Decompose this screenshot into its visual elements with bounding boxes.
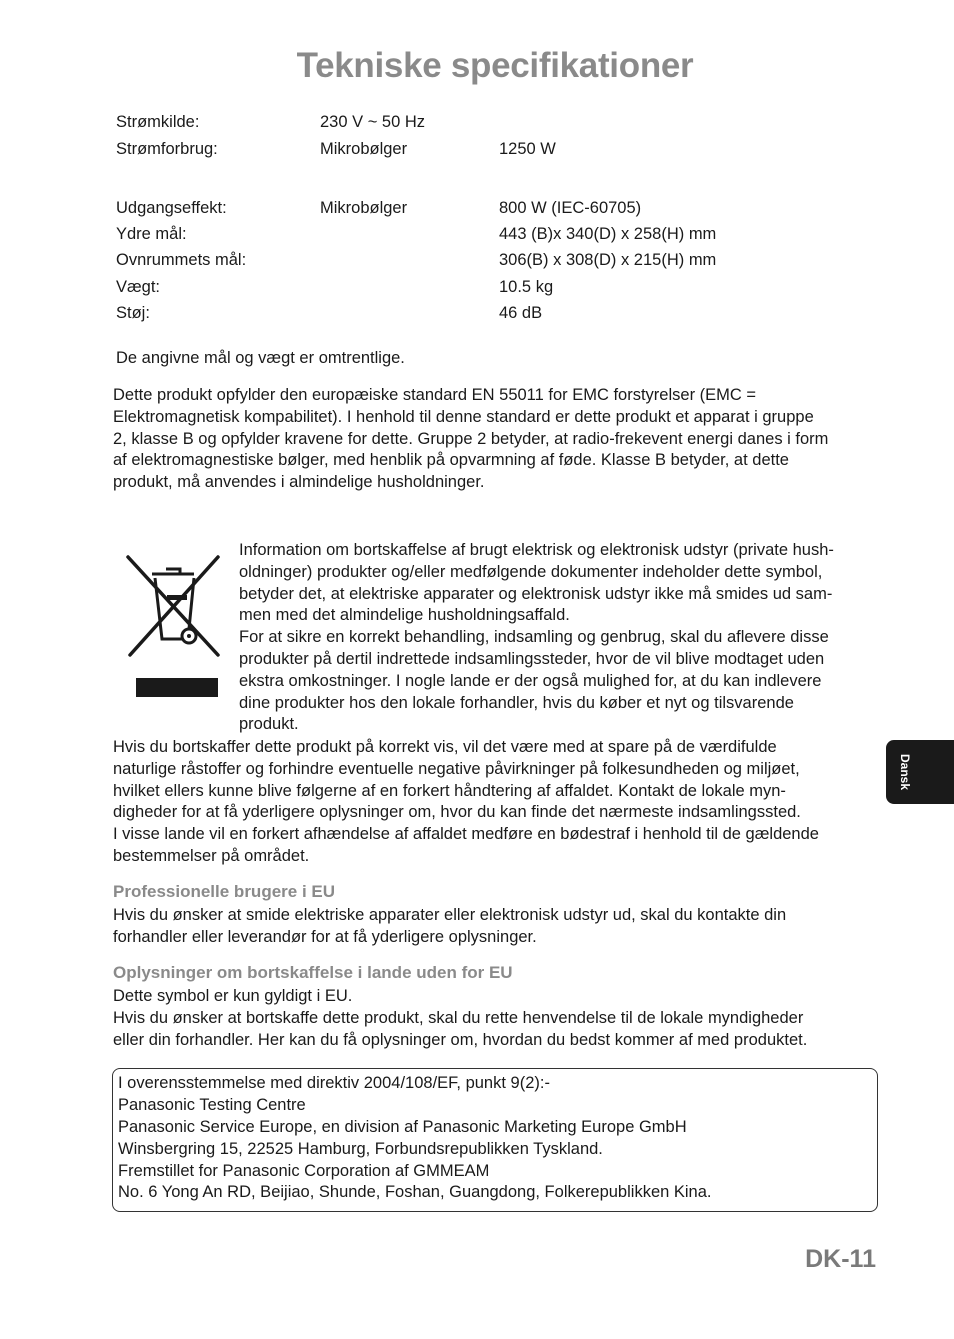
spec-value: 443 (B)x 340(D) x 258(H) mm	[499, 225, 717, 243]
spec-type: Mikrobølger	[320, 199, 408, 217]
text-line: Dette symbol er kun gyldigt i EU.	[113, 987, 353, 1005]
text-line: Hvis du bortskaffer dette produkt på korrekt vis, vil det være med at spare på de værdifulde	[113, 738, 777, 756]
spec-value: 10.5 kg	[499, 278, 554, 296]
text-line: eller din forhandler. Her kan du få oplysninger om, hvordan du bedst kommer af med produktet.	[113, 1030, 808, 1049]
text-line: Information om bortskaffelse af brugt elektrisk og elektronisk udstyr (private hush-	[239, 541, 834, 559]
spec-label: Støj:	[116, 304, 150, 322]
text-line: Dette produkt opfylder den europæiske standard EN 55011 for EMC forstyrelser (EMC =	[113, 386, 757, 404]
spec-label: Udgangseffekt:	[116, 199, 227, 217]
page-title: Tekniske specifikationer	[296, 46, 694, 85]
text-line: 2, klasse B og opfylder kravene for dette. Gruppe 2 betyder, at radio-frekevent energi danes i form	[113, 429, 829, 448]
text-line: af elektromagnestiske bølger, med henblik på opvarmning af føde. Klasse B betyder, at dette	[113, 451, 789, 470]
notice-line: No. 6 Yong An RD, Beijiao, Shunde, Foshan, Guangdong, Folkerepublikken Kina.	[118, 1183, 712, 1201]
text-line: Hvis du ønsker at smide elektriske apparater eller elektronisk udstyr ud, skal du kontakte din	[113, 906, 787, 924]
spec-type: 230 V ~ 50 Hz	[320, 113, 426, 131]
notice-line: Fremstillet for Panasonic Corporation af GMMEAM	[118, 1162, 490, 1180]
approx-note: De angivne mål og vægt er omtrentlige.	[116, 349, 405, 367]
text-line: naturlige råstoffer og forhindre eventuelle negative påvirkninger på folkesundheden og miljøet,	[113, 759, 800, 778]
text-line: digheder for at få yderligere oplysninger om, hvor du kan finde det nærmeste indsamlingssted.	[113, 803, 801, 822]
emc-paragraph	[113, 385, 828, 494]
non-eu-text	[113, 986, 807, 1051]
text-line: bestemmelser på området.	[113, 846, 310, 865]
spec-value: 306(B) x 308(D) x 215(H) mm	[499, 251, 717, 269]
notice-line: Winsbergring 15, 22525 Hamburg, Forbundsrepublikken Tyskland.	[118, 1140, 603, 1158]
text-line: forhandler eller leverandør for at få yderligere oplysninger.	[113, 927, 537, 946]
text-line: betyder det, at elektriske apparater og elektronisk udstyr ikke må smides ud sam-	[239, 584, 833, 603]
text-line: I visse lande vil en forkert afhændelse af affaldet medføre en bødestraf i henhold til de gældende	[113, 825, 819, 844]
notice-line: Panasonic Service Europe, en division af Panasonic Marketing Europe GmbH	[118, 1118, 687, 1136]
text-line: produkt, må anvendes i almindelige husholdninger.	[113, 473, 485, 492]
spec-value: 46 dB	[499, 304, 543, 322]
text-line: hvilket ellers kunne blive følgerne af en forkert håndtering af affaldet. Kontakt de lokale myn-	[113, 781, 786, 800]
spec-label: Ydre mål:	[116, 225, 187, 243]
page-number: DK-11	[805, 1245, 876, 1273]
crossed-out-bin-icon	[122, 551, 224, 701]
section-heading-professional: Professionelle brugere i EU	[113, 882, 336, 901]
text-line: ekstra omkostninger. I nogle lande er der også mulighed for, at du kan indlevere	[239, 671, 822, 690]
spec-type: Mikrobølger	[320, 140, 408, 158]
spec-value: 800 W (IEC-60705)	[499, 199, 642, 217]
text-line: oldninger) produkter og/eller medfølgende dokumenter indeholder dette symbol,	[239, 562, 823, 581]
text-line: Elektromagnetisk kompabilitet). I henhold til denne standard er dette produkt et apparat i gruppe	[113, 407, 814, 426]
professional-text	[113, 905, 786, 949]
text-line: For at sikre en korrekt behandling, indsamling og genbrug, skal du aflevere disse	[239, 628, 829, 647]
section-heading-non-eu: Oplysninger om bortskaffelse i lande uden for EU	[113, 963, 513, 982]
spec-label: Strømforbrug:	[116, 140, 218, 158]
notice-line: Panasonic Testing Centre	[118, 1096, 306, 1114]
language-side-tab	[886, 740, 954, 804]
spec-value: 1250 W	[499, 140, 556, 158]
text-line: men med det almindelige husholdningsaffald.	[239, 606, 570, 625]
notice-line: I overensstemmelse med direktiv 2004/108/EF, punkt 9(2):-	[118, 1074, 550, 1092]
spec-label: Ovnrummets mål:	[116, 251, 247, 269]
text-line: Hvis du ønsker at bortskaffe dette produkt, skal du rette henvendelse til de lokale myndigheder	[113, 1008, 804, 1027]
spec-label: Strømkilde:	[116, 113, 200, 131]
language-tab-label: Dansk	[898, 753, 912, 791]
spec-label: Vægt:	[116, 278, 161, 296]
text-line: produkter på dertil indrettede indsamlingssteder, hvor de vil blive modtaget uden	[239, 649, 825, 668]
text-line: dine produkter hos den lokale forhandler, hvis du køber et nyt og tilsvarende	[239, 693, 794, 712]
disposal-info-full	[113, 737, 819, 868]
disposal-info-indented	[239, 540, 834, 736]
text-line: produkt.	[239, 715, 299, 734]
